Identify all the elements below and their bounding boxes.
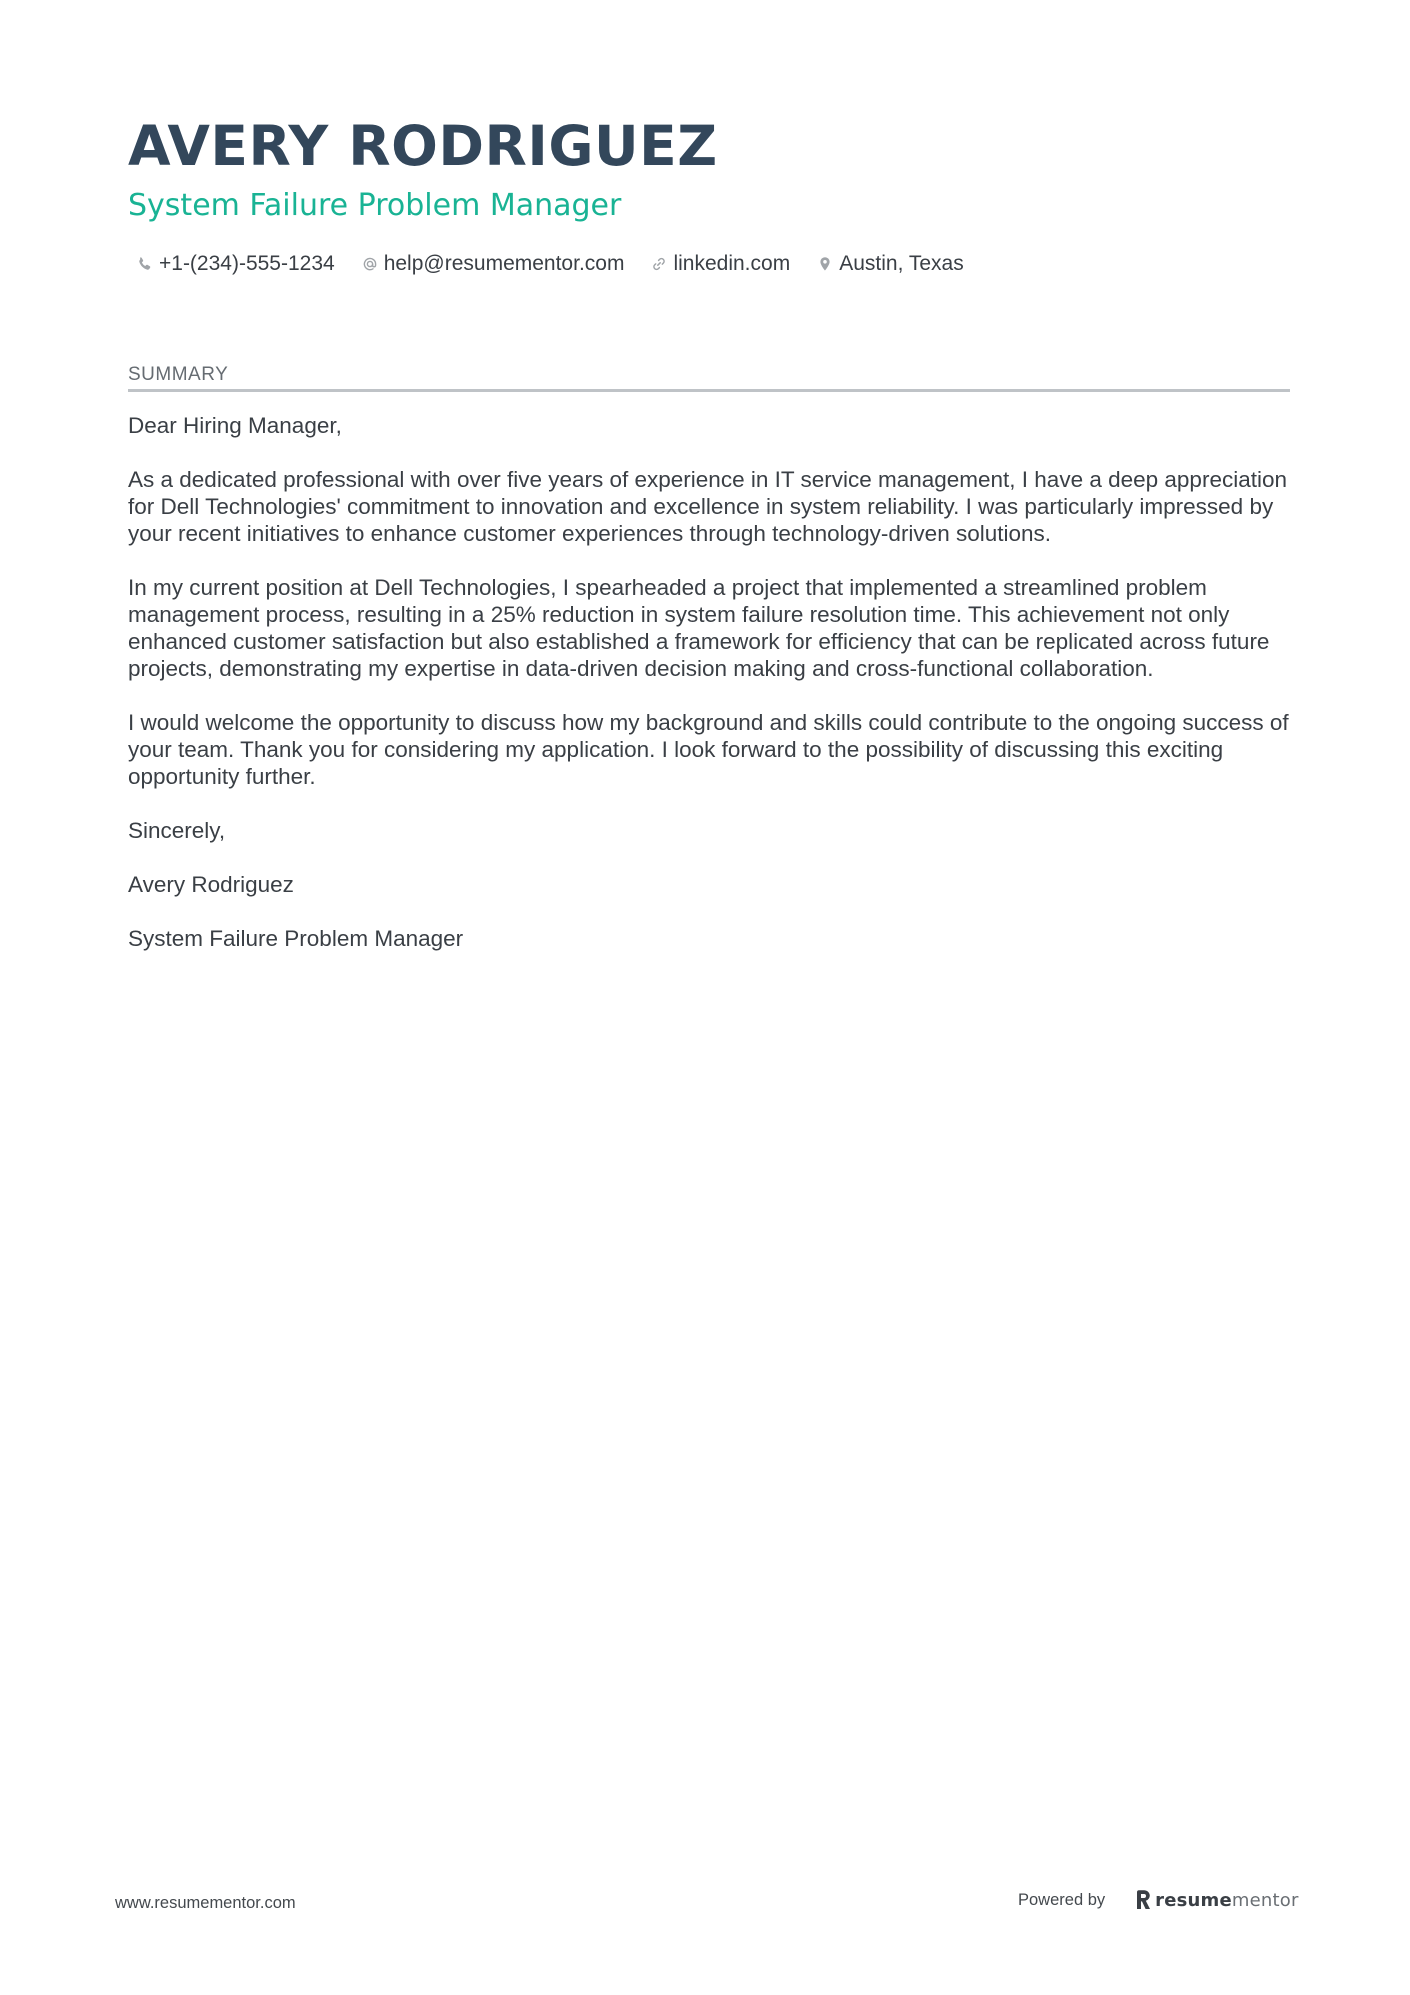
contact-email	[361, 252, 625, 276]
resume-page	[128, 110, 1290, 979]
signature-name: Avery Rodriguez	[128, 872, 294, 897]
brand-text-resume: resume	[1155, 1889, 1232, 1911]
summary-section-header: SUMMARY	[128, 364, 1290, 392]
letter-paragraph: As a dedicated professional with over five years of experience in IT service management, I have a deep appreciation for Dell Technologies' commitment to innovation and excellence in system reliability. I was particularly impressed by your recent initiatives to enhance customer experiences through technology-driven solutions.	[128, 467, 1287, 546]
letter-paragraph: I would welcome the opportunity to discuss how my background and skills could contribute to the ongoing success of your team. Thank you for considering my application. I look forward to the possibility of discussing this exciting opportunity further.	[128, 710, 1289, 789]
letter-paragraph: In my current position at Dell Technologies, I spearheaded a project that implemented a streamlined problem management process, resulting in a 25% reduction in system failure resolution time. This achievement not only enhanced customer satisfaction but also established a framework for efficiency that can be replicated across future projects, demonstrating my expertise in data-driven decision making and cross-functional collaboration.	[128, 575, 1270, 681]
job-title: System Failure Problem Manager	[128, 188, 622, 223]
footer-website-link[interactable]: www.resumementor.com	[115, 1894, 296, 1912]
contact-phone	[136, 252, 335, 276]
candidate-name: AVERY RODRIGUEZ	[128, 114, 718, 178]
signature-title: System Failure Problem Manager	[128, 926, 464, 951]
footer-branding	[1018, 1889, 1299, 1911]
letter-closing: Sincerely,	[128, 818, 226, 843]
letter-greeting: Dear Hiring Manager,	[128, 413, 342, 438]
phone-number: +1-(234)-555-1234	[159, 252, 335, 275]
contact-linkedin	[650, 252, 790, 276]
linkedin-url: linkedin.com	[673, 252, 791, 275]
email-address: help@resumementor.com	[383, 252, 625, 275]
phone-icon	[136, 255, 154, 273]
contact-row	[128, 248, 1290, 280]
location-pin-icon	[816, 255, 834, 273]
link-icon	[650, 255, 668, 273]
brand-mark-icon	[1135, 1889, 1153, 1911]
brand-text-mentor: mentor	[1231, 1889, 1299, 1911]
cover-letter-body	[128, 412, 1290, 952]
contact-location	[816, 252, 964, 276]
powered-by-label: Powered by	[1018, 1890, 1106, 1909]
at-icon	[361, 255, 379, 273]
resumementor-logo[interactable]	[1135, 1889, 1298, 1911]
location-text: Austin, Texas	[839, 252, 964, 275]
